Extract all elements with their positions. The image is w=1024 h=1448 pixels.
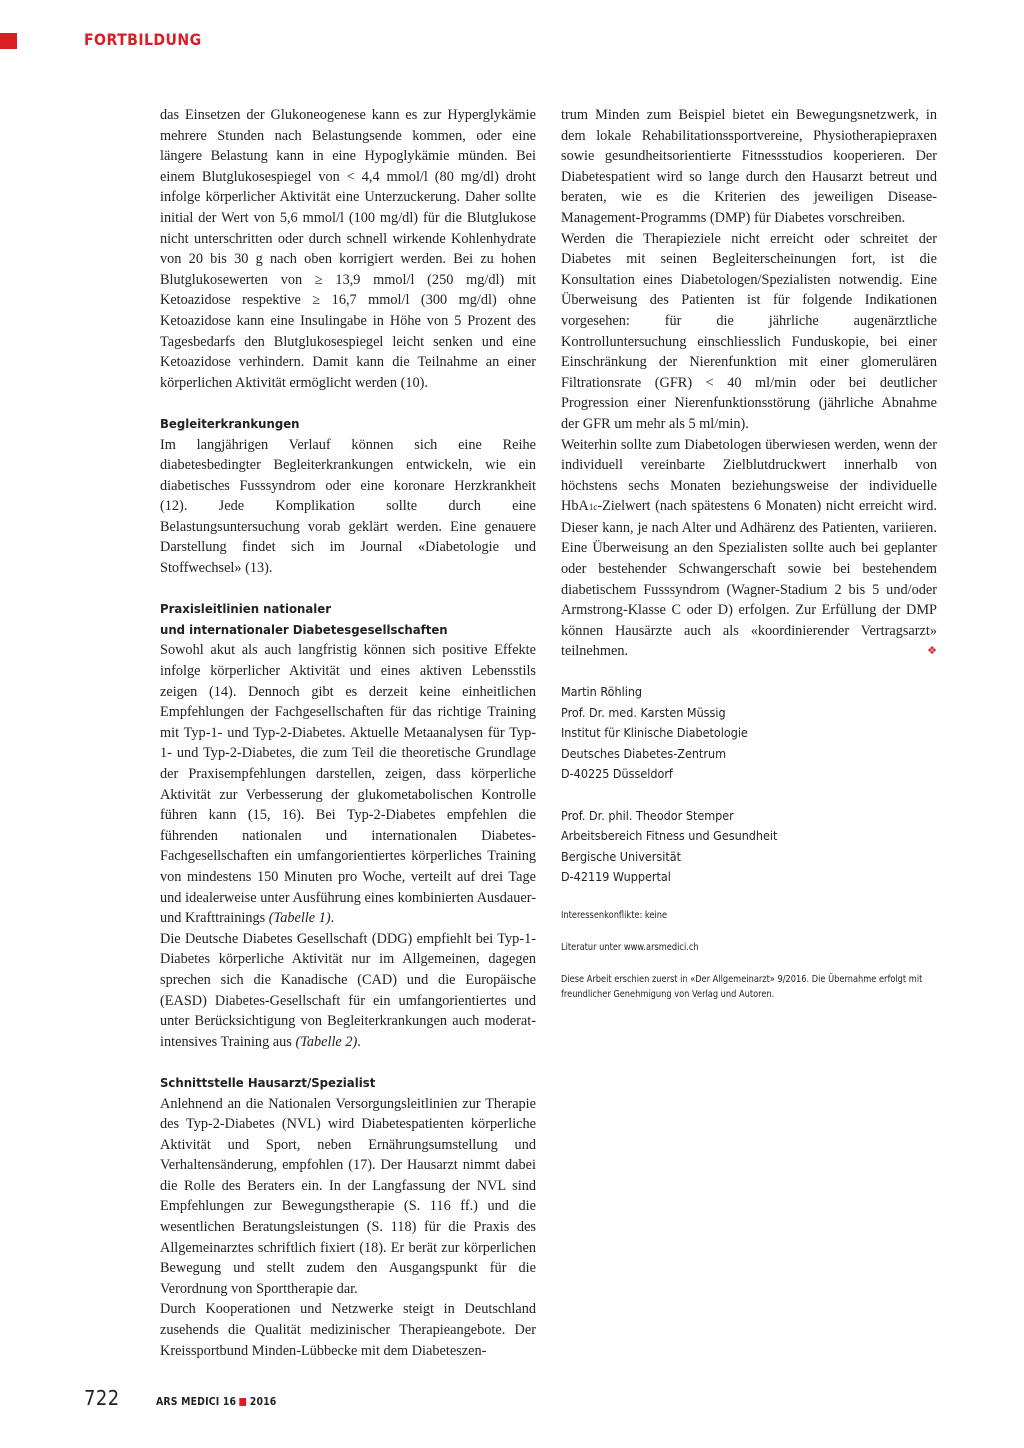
conflict-note: Interessenkonflikte: keine bbox=[561, 909, 668, 921]
heading-schnittstelle: Schnittstelle Hausarzt/Spezialist bbox=[160, 1074, 376, 1090]
heading-praxisleitlinien-2: und internationaler Diabetesgesellschaften bbox=[160, 621, 448, 637]
left-column bbox=[160, 105, 536, 1361]
journal-name: ARS MEDICI 16 bbox=[156, 1395, 237, 1408]
paragraph-text: Die Deutsche Diabetes Gesellschaft (DDG) empfiehlt bei Typ-1-Diabetes körperliche Aktivität nur im Allgemeinen, dagegen sprechen sich die Kanadische (CAD) und die Europäische (EASD) Diabetes-Gesellschaft für ein umfangorientiertes und unter Berücksichtigung von Begleiterkrankungen auch moderat-intensives Training aus bbox=[160, 930, 536, 1050]
paragraph: Im langjährigen Verlauf können sich eine Reihe diabetesbedingter Begleiterkrankungen entwickeln, wie ein diabetisches Fusssyndrom oder eine koronare Herzkrankheit (12). Jede Komplikation sollte durch eine Belastungsuntersuchung vorab geklärt werden. Eine genauere Darstellung findet sich im Journal «Diabetologie und Stoffwechsel» (13). bbox=[160, 436, 536, 577]
paragraph-text: Weiterhin sollte zum Diabetologen überwiesen werden, wenn der individuell vereinbarte Zielblutdruckwert innerhalb von höchstens sechs Monaten beziehungsweise der individuelle HbA bbox=[561, 436, 937, 515]
section-label: FORTBILDUNG bbox=[84, 30, 202, 49]
heading-praxisleitlinien-1: Praxisleitlinien nationaler bbox=[160, 601, 332, 617]
author-line: Prof. Dr. med. Karsten Müssig bbox=[561, 705, 726, 720]
journal-info bbox=[156, 1395, 276, 1408]
author-line: Prof. Dr. phil. Theodor Stemper bbox=[561, 808, 734, 823]
footer-marker bbox=[240, 1398, 247, 1406]
paragraph: das Einsetzen der Glukoneogenese kann es zur Hyperglykämie mehrere Stunden nach Belastungsende kommen, oder eine längere Belastung kann in eine Hypoglykämie münden. Bei einem Blutglukosespiegel von < 4,4 mmol/l (80 mg/dl) droht infolge körperlicher Aktivität eine Unterzuckerung. Daher sollte initial der Wert von 5,6 mmol/l (100 mg/dl) für die Blutglukose nicht unterschritten oder durch schnell wirkende Kohlenhydrate von 20 bis 30 g nach oben korrigiert werden. Bei zu hohen Blutglukosewerten von ≥ 13,9 mmol/l (250 mg/dl) mit Ketoazidose respektive ≥ 16,7 mmol/l (300 mg/dl) ohne Ketoazidose kann eine Insulingabe in Höhe von 5 Prozent des Tagesbedarfs den Blutglukosespiegel leicht senken und eine Ketoazidose verhindern. Damit kann die Teilnahme an einer körperlichen Aktivität ermöglicht werden (10). bbox=[160, 107, 536, 391]
paragraph: Werden die Therapieziele nicht erreicht oder schreitet der Diabetes mit seinen Begleiterscheinungen fort, ist die Konsultation eines Diabetologen/Spezialisten notwendig. Eine Überweisung des Patienten ist für folgende Indikationen vorgesehen: für die jährliche augenärztliche Kontrolluntersuchung einschliesslich Funduskopie, bei einer Einschränkung der Nierenfunktion mit einer glomerulären Filtrationsrate (GFR) < 40 ml/min oder bei deutlicher Progression einer Nierenfunktionsstörung (jährliche Abnahme der GFR um mehr als 5 ml/min). bbox=[561, 230, 937, 432]
paragraph: Sowohl akut als auch langfristig können sich positive Effekte infolge körperlicher Aktivität und eines aktiven Lebensstils zeigen (14). Dennoch gibt es derzeit keine einheitlichen Empfehlungen der Fachgesellschaften für das richtige Training mit Typ-1- und Typ-2-Diabetes. Aktuelle Metaanalysen für Typ-1- und Typ-2-Diabetes, die zum Teil die theoretische Grundlage der Praxisempfehlungen darstellen, zeigen, dass körperliche Aktivität zur Verbesserung der glukometabolischen Kontrolle führen kann (15, 16). Bei Typ-2-Diabetes empfehlen die führenden nationalen und internationalen Diabetes-Fachgesellschaften ein umfangorientiertes körperliches Training von mindestens 150 Minuten pro Woche, verteilt auf drei Tage und idealerweise unter Ausführung eines kombinierten Ausdauer- und Krafttrainings (Tabelle 1). bbox=[160, 642, 536, 927]
author-line: D-40225 Düsseldorf bbox=[561, 767, 673, 782]
right-column bbox=[561, 105, 937, 1002]
author-info bbox=[561, 682, 937, 888]
paragraph-text: Sowohl akut als auch langfristig können sich positive Effekte infolge körperlicher Aktivität und eines aktiven Lebensstils zeigen (14). Dennoch gibt es derzeit keine einheitlichen Empfehlungen der Fachgesellschaften für das richtige Training mit Typ-1- und Typ-2-Diabetes. Aktuelle Metaanalysen für Typ-1- und Typ-2-Diabetes, die zum Teil die theoretische Grundlage der Praxisempfehlungen darstellen, zeigen, dass körperliche Aktivität zur Verbesserung der glukometabolischen Kontrolle führen kann (15, 16). Bei Typ-2-Diabetes empfehlen die führenden nationalen und internationalen Diabetes-Fachgesellschaften ein umfangorientiertes körperliches Training von mindestens 150 Minuten pro Woche, verteilt auf drei Tage und idealerweise unter Ausführung eines kombinierten Ausdauer- und Krafttrainings bbox=[160, 642, 536, 927]
end-mark-icon: ❖ bbox=[927, 644, 937, 658]
table-reference: (Tabelle 1) bbox=[268, 910, 331, 927]
paragraph-text: -Zielwert (nach spätestens 6 Monaten) nicht erreicht wird. Dieser kann, je nach Alter und Adhärenz des Patienten, variieren. Eine Überweisung an den Spezialisten sollte auch bei geplanter oder bestehender Schwangerschaft sowie bei bestehendem diabetischem Fusssyndrom (Wagner-Stadium 2 bis 5 und/oder Armstrong-Klasse C oder D) erfolgen. Zur Erfüllung der DMP können Hausärzte auch als «koordinierender Vertragsarzt» teilnehmen. bbox=[561, 498, 937, 660]
paragraph: trum Minden zum Beispiel bietet ein Bewegungsnetzwerk, in dem lokale Rehabilitationssportvereine, Physiotherapiepraxen sowie gesundheitsorientierte Fitnessstudios kooperieren. Der Diabetespatient wird so lange durch den Hausarzt betreut und beraten, wie es die Kriterien des jeweiligen Disease-Management-Programms (DMP) für Diabetes vorschreiben. bbox=[561, 107, 937, 226]
notes bbox=[561, 908, 937, 1002]
author-line: Martin Röhling bbox=[561, 685, 643, 700]
table-reference: (Tabelle 2) bbox=[295, 1033, 358, 1050]
author-line: Deutsches Diabetes-Zentrum bbox=[561, 746, 726, 761]
author-line: D-42119 Wuppertal bbox=[561, 870, 671, 885]
heading-begleiterkrankungen: Begleiterkrankungen bbox=[160, 415, 300, 431]
paragraph: Anlehnend an die Nationalen Versorgungsleitlinien zur Therapie des Typ-2-Diabetes (NVL) wird Diabetespatienten körperliche Aktivität und Sport, neben Ernährungsumstellung und Verhaltensänderung, empfohlen (17). Der Hausarzt nimmt dabei die Rolle des Beraters ein. In der Langfassung der NVL sind Empfehlungen zur Bewegungstherapie (S. 116 ff.) und die wesentlichen Beratungsleistungen (S. 118) für die Praxis des Allgemeinarztes schriftlich fixiert (18). Er berät zur körperlichen Bewegung und stellt zudem den Ausgangspunkt für die Verordnung von Sporttherapie dar. bbox=[160, 1095, 536, 1297]
author-line: Institut für Klinische Diabetologie bbox=[561, 726, 748, 741]
author-line: Arbeitsbereich Fitness und Gesundheit bbox=[561, 829, 778, 844]
source-note: Diese Arbeit erschien zuerst in «Der Allgemeinarzt» 9/2016. Die Übernahme erfolgt mit bbox=[561, 973, 923, 985]
literature-note: Literatur unter www.arsmedici.ch bbox=[561, 941, 699, 953]
paragraph: Durch Kooperationen und Netzwerke steigt in Deutschland zusehends die Qualität medizinischer Therapieangebote. Der Kreissportbund Minden-Lübbecke mit dem Diabeteszen- bbox=[160, 1301, 536, 1359]
section-marker bbox=[0, 33, 17, 49]
paragraph: Die Deutsche Diabetes Gesellschaft (DDG) empfiehlt bei Typ-1-Diabetes körperliche Aktivität nur im Allgemeinen, dagegen sprechen sich die Kanadische (CAD) und die Europäische (EASD) Diabetes-Gesellschaft für ein umfangorientiertes und unter Berücksichtigung von Begleiterkrankungen auch moderat-intensives Training aus (Tabelle 2). bbox=[160, 930, 536, 1050]
subscript: 1c bbox=[588, 502, 598, 513]
author-line: Bergische Universität bbox=[561, 849, 682, 864]
page-footer bbox=[84, 1386, 298, 1410]
paragraph bbox=[561, 435, 937, 663]
journal-year: 2016 bbox=[249, 1395, 277, 1408]
page-number: 722 bbox=[84, 1386, 120, 1410]
source-note: freundlicher Genehmigung von Verlag und Autoren. bbox=[561, 988, 775, 1000]
